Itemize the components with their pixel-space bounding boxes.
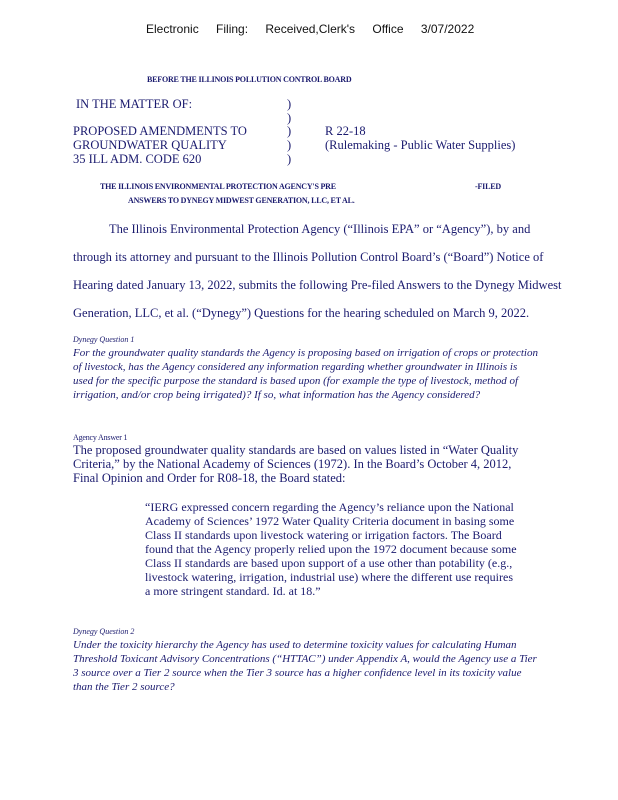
caption-paren: ) (287, 124, 292, 138)
doc-title-line2: ANSWERS TO DYNEGY MIDWEST GENERATION, LLC, ET AL. (128, 196, 355, 205)
header-office: Office (372, 22, 404, 36)
question-label: Dynegy Question 2 (73, 627, 135, 636)
caption-paren: ) (287, 97, 292, 111)
caption-in-matter: IN THE MATTER OF: (76, 97, 193, 111)
caption-line3: 35 ILL ADM. CODE 620 (73, 152, 202, 166)
caption-paren: ) (287, 111, 292, 125)
intro-line: Generation, LLC, et al. (“Dynegy”) Questions for the hearing scheduled on March 9, 2022. (73, 306, 530, 320)
doc-title-line1: THE ILLINOIS ENVIRONMENTAL PROTECTION AGENCY'S PRE (100, 182, 336, 191)
intro-line: The Illinois Environmental Protection Agency (“Illinois EPA” or “Agency”), by and (109, 222, 531, 236)
board-quote: “IERG expressed concern regarding the Agency’s reliance upon the National Academy of Sciences’ 1972 Water Quality Criteria document in basing some Class II standards upon livestock watering or irrigation factors. The Board found that the Agency properly relied upon the 1972 document because some Class II standards are based upon support of a use other than potability (e.g., livestock watering, irrigation, industrial use) where the different use requires a more stringent standard. Id. at 18.” (145, 500, 517, 598)
board-title: BEFORE THE ILLINOIS POLLUTION CONTROL BOARD (147, 75, 352, 84)
header-electronic: Electronic (146, 22, 199, 36)
caption-line1: PROPOSED AMENDMENTS TO (73, 124, 247, 138)
filing-header (146, 22, 488, 36)
case-number: R 22-18 (325, 124, 366, 138)
header-received: Received,Clerk's (265, 22, 356, 36)
caption-line2: GROUNDWATER QUALITY (73, 138, 227, 152)
header-date: 3/07/2022 (420, 22, 475, 36)
intro-line: Hearing dated January 13, 2022, submits the following Pre-filed Answers to the Dynegy Midwest (73, 278, 562, 292)
question-label: Dynegy Question 1 (73, 335, 135, 344)
doc-title-line1b: -FILED (475, 182, 501, 191)
header-filing: Filing: (216, 22, 249, 36)
answer-text: The proposed groundwater quality standards are based on values listed in “Water Quality Criteria,” by the National Academy of Sciences (1972). In the Board’s October 4, 2012, Final Opinion and Order for R08-18, the Board stated: (73, 443, 519, 485)
caption-paren: ) (287, 138, 292, 152)
caption-paren: ) (287, 152, 292, 166)
question-text: Under the toxicity hierarchy the Agency has used to determine toxicity values for calculating Human Threshold Toxicant Advisory Concentrations (“HTTAC”) under Appendix A, would the Agency use a Tier 3 source over a Tier 2 source when the Tier 3 source has a higher confidence level in its toxicity value than the Tier 2 source? (73, 639, 537, 693)
intro-line: through its attorney and pursuant to the Illinois Pollution Control Board’s (“Board”) Notice of (73, 250, 544, 264)
case-type: (Rulemaking - Public Water Supplies) (325, 138, 516, 152)
question-text: For the groundwater quality standards the Agency is proposing based on irrigation of crops or protection of livestock, has the Agency considered any information regarding whether groundwater in Illinois is used for the specific purpose the standard is based upon (for example the type of livestock, method of irrigation, and/or crop being irrigated)? If so, what information has the Agency considered? (73, 347, 538, 401)
answer-label: Agency Answer 1 (73, 433, 128, 442)
